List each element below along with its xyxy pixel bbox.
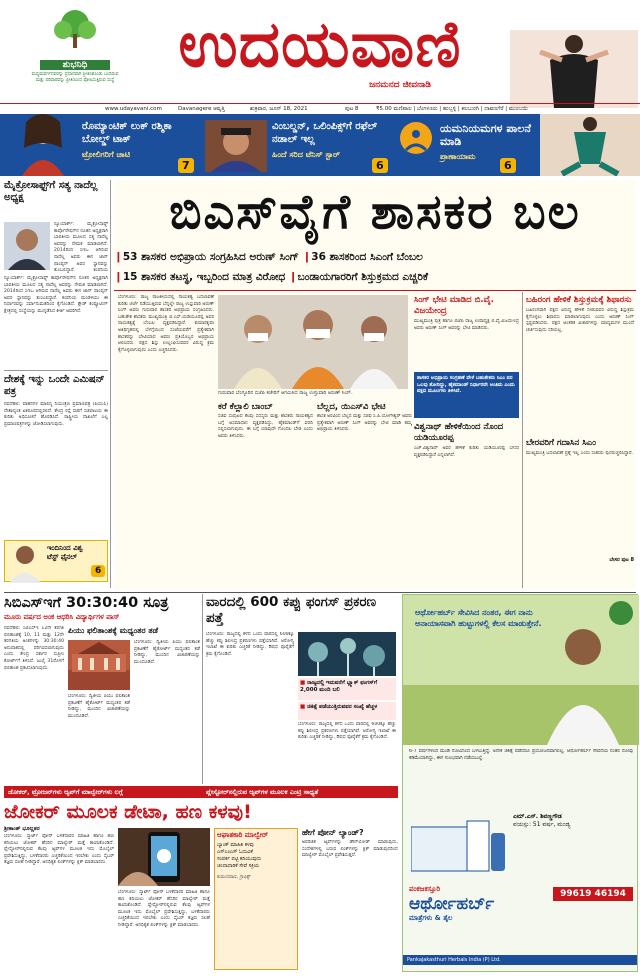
yoga-pose-photo [540,114,640,176]
fungus-story [206,594,396,784]
malware-item-4: ಚಂದಾದಾರಿಕೆ ಸೇವೆ ಸಕ್ರಿಯ [217,863,260,869]
teaser-2-sub: ಹಿಂದೆ ಸರಿದ ಟೆನಿಸ್ ಸ್ಟಾರ್ [272,150,340,159]
fungus-point-2: ■ ಚಿಕಿತ್ಸೆ ಪಡೆಯುತ್ತಿರುವವರ ಸಂಖ್ಯೆ ಹೆಚ್ಚಳ [298,702,396,720]
teaser-3-text: ಯಮನಿಯಮಗಳ ಪಾಲನೆ ಮಾಡಿ [440,122,531,148]
cbse-story [4,594,200,784]
price-cities: ₹5.00 ಮಣಿಪಾಲ | ಬೆಂಗಳೂರು | ಹುಬ್ಬಳ್ಳಿ | ಕಲಬುರಗಿ | ದಾವಣಗೆರೆ | ಮುಂಬಯಿ [376,106,528,112]
deck-line-2: ❙15 ಶಾಸಕರ ತಟಸ್ಥ, ಇಬ್ಬರಿಂದ ಮಾತ್ರ ವಿರೋಧ ❙ಬಂಡಾಯಗಾರರಿಗೆ ಶಿಸ್ತುಕ್ರಮದ ಎಚ್ಚರಿಕೆ [114,271,429,283]
lead-story [114,180,636,590]
masthead [0,0,640,108]
joker-story [4,800,398,972]
info-box-text: ಶಾಸಕರ ಅಭಿಪ್ರಾಯ ಸಂಗ್ರಹಣೆ ವೇಳೆ ಬಹುತೇಕರು ಸಿಎಂ ಪರ ಒಲವು ತೋರಿದ್ದು, ಹೈಕಮಾಂಡ್ ನಿರ್ಧಾರವೇ ಅಂತಿಮ ಎಂದು ಪಕ್ಷದ ಮೂಲಗಳು ತಿಳಿಸಿವೆ. [417,375,515,395]
rashmika-photo [8,108,78,176]
ad-brand: ಆರ್ಥೋಹರ್ಬ್ [409,894,495,914]
sponsor-name: ಶುಭನಿಧಿ [40,60,110,70]
fungus-photo [298,632,396,676]
lead-body: ಬೆಂಗಳೂರು: ರಾಜ್ಯ ರಾಜಕೀಯದಲ್ಲಿ ನಾಯಕತ್ವ ಬದಲಾವಣೆ ಕುರಿತು ಚರ್ಚೆ ನಡೆಯುತ್ತಿರುವ ಬೆನ್ನಲ್ಲೇ ರಾಜ್ಯ ಉಸ್ತುವಾರಿ ಅರುಣ್ ಸಿಂಗ್ ಅವರು ಗುರುವಾರ ಶಾಸಕರ ಅಭಿಪ್ರಾಯ ಸಂಗ್ರಹಿಸಿದರು. ಬಹುತೇಕ ಶಾಸಕರು ಮುಖ್ಯಮಂತ್ರಿ ಬಿ.ಎಸ್.ಯಡಿಯೂರಪ್ಪ ಅವರ ನಾಯಕತ್ವಕ್ಕೆ ಬೆಂಬಲ ವ್ಯಕ್ತಪಡಿಸಿದ್ದಾರೆ. ಕುಮಾರಕೃಪಾ ಅತಿಥಿಗೃಹದಲ್ಲಿ ಬೆಳಗ್ಗೆಯಿಂದ ಸಂಜೆಯವರೆಗೆ ಪ್ರತ್ಯೇಕವಾಗಿ ಶಾಸಕರನ್ನು ಭೇಟಿಯಾದ ಅವರು ಪ್ರತಿಯೊಬ್ಬರ ಅಭಿಪ್ರಾಯ ಆಲಿಸಿದರು. ಪಕ್ಷದ ಶಿಸ್ತು ಉಲ್ಲಂಘಿಸುವವರ ವಿರುದ್ಧ ಕ್ರಮ ಕೈಗೊಳ್ಳಲಾಗುವುದು ಎಂದು ಎಚ್ಚರಿಸಿದರು. [118,295,214,353]
fungus-point-1: ■ ರಾಜ್ಯದಲ್ಲಿ ಇದುವರೆಗೆ ಬ್ಲ್ಯಾಕ್ ಫಂಗಸ್‌ಗೆ 2,000 ಮಂದಿ ಬಲಿ [298,678,396,700]
joker-kicker: ಜೋಕರ್, ಟ್ರೋಜನ್‌ಗಳು ಆ್ಯಪ್‌ಗೆ ಮಾಲ್ವೇರ್‌ಗಳು ಲಗ್ಗೆ [8,788,123,796]
tree-icon [30,6,120,56]
ad-person-place: ವಯಸ್ಸು: 51 ವರ್ಷ, ಮಂಡ್ಯ [513,821,571,828]
sponsor-logo [30,6,120,96]
nadal-photo [205,120,267,172]
joker-body: ಬೆಂಗಳೂರು: ಸ್ಮಾರ್ಟ್ ಫೋನ್ ಬಳಕೆದಾರರ ಮಾಹಿತಿ ಹಾಗೂ ಹಣ ಕದಿಯಲು ಜೋಕರ್ ಹೆಸರಿನ ಮಾಲ್ವೇರ್ ಮತ್ತೆ ಕಾಣಿಸಿಕೊಂಡಿದೆ. ಪ್ಲೇಸ್ಟೋರ್‌ನಲ್ಲಿರುವ ಕೆಲವು ಆ್ಯಪ್‌ಗಳ ಮೂಲಕ ಇದು ಮೊಬೈಲ್ ಪ್ರವೇಶಿಸುತ್ತಿದ್ದು, ಬಳಕೆದಾರರು ಎಚ್ಚರಿಕೆಯಿಂದ ಇರಬೇಕು ಎಂದು ಸೈಬರ್ ತಜ್ಞರು ಸಲಹೆ ನೀಡಿದ್ದಾರೆ. ಅನಧಿಕೃತ ಲಿಂಕ್‌ಗಳನ್ನು ಕ್ಲಿಕ್ ಮಾಡಬಾರದು. [4,834,114,866]
deck-2a: 15 ಶಾಸಕರ ತಟಸ್ಥ, ಇಬ್ಬರಿಂದ ಮಾತ್ರ ವಿರೋಧ [122,271,286,283]
fungus-point-1-text: ರಾಜ್ಯದಲ್ಲಿ ಇದುವರೆಗೆ ಬ್ಲ್ಯಾಕ್ ಫಂಗಸ್‌ಗೆ 2,000 ಮಂದಿ ಬಲಿ [300,680,378,693]
pu-result-body: ಬೆಂಗಳೂರು: ದ್ವಿತೀಯ ಪಿಯು ಫಲಿತಾಂಶ ಪ್ರಕಟಣೆಗೆ ಹೈಕೋರ್ಟ್ ಮಧ್ಯಂತರ ತಡೆ ನೀಡಿದ್ದು, ಮುಂದಿನ ವಿಚಾರಣೆಯನ್ನು ಮುಂದೂಡಿದೆ. [134,640,200,665]
malware-box-title: ಆಘಾತಕಾರಿ ಮಾಲ್ವೇರ್ [217,831,268,839]
wtc-promo[interactable] [4,540,108,582]
emission-headline[interactable]: ದೇಶಕ್ಕೆ ಇನ್ನು ಒಂದೇ ಎಮಿಷನ್ ಪತ್ರ [4,374,105,397]
teaser-2-text: ವಿಂಬಲ್ಡನ್, ಒಲಿಂಪಿಕ್ಸ್‌ಗೆ ರಫೆಲ್ ನಡಾಲ್ ಇಲ್ಲ [272,121,378,145]
ad-brand-prefix: ಪಂಕಜಕಸ್ತೂರಿ [409,885,441,893]
ad-phone[interactable]: 99619 46194 [553,887,633,901]
joker-kicker-strip [4,786,398,798]
wtc-promo-page: 6 [91,565,105,577]
teaser-2[interactable] [272,120,392,161]
teaser-3-sub: ಪ್ರಾಣಾಯಾಮ [440,152,476,161]
fungus-point-2-text: ಚಿಕಿತ್ಸೆ ಪಡೆಯುತ್ತಿರುವವರ ಸಂಖ್ಯೆ ಹೆಚ್ಚಳ [307,704,378,710]
sponsor-tagline: ಮಧ್ಯಮವರ್ಗದವರನ್ನು ಪ್ರಧಾನವಾಗಿ ಪ್ರೀತಿಸಿಕೊಂಡು ಬಂದಿರುವ ಮತ್ತು ಪರಿವಾರವನ್ನು ಪ್ರೀತಿಯಿಂದ ಪೋಷಿಸುತ್ತಿರುವ ಸಂಸ್ಥೆ [31,72,119,83]
teaser-band [0,114,640,176]
joker-headline[interactable]: ಜೋಕರ್ ಮೂಲಕ ಡೇಟಾ, ಹಣ ಕಳವು! [4,801,252,823]
pu-result-body-cont: ಬೆಂಗಳೂರು: ದ್ವಿತೀಯ ಪಿಯು ಫಲಿತಾಂಶ ಪ್ರಕಟಣೆಗೆ ಹೈಕೋರ್ಟ್ ಮಧ್ಯಂತರ ತಡೆ ನೀಡಿದ್ದು, ಮುಂದಿನ ವಿಚಾರಣೆಯನ್ನು ಮುಂದೂಡಿದೆ. [68,694,130,719]
orthoherb-ad[interactable] [402,594,638,972]
left-column [4,180,108,590]
teaser-1-page[interactable]: 7 [178,158,194,173]
subhead-bomb-body: ಸಚಿವ ಸಂಪುಟದ ಕೆಲವು ಸದಸ್ಯರು ಮತ್ತು ಶಾಸಕರು ನಾಯಕತ್ವದ ಬಗ್ಗೆ ಅಸಮಾಧಾನ ವ್ಯಕ್ತಪಡಿಸಿದ್ದು, ಹೈಕಮಾಂಡ್‌ಗೆ ವರದಿ ಸಲ್ಲಿಸಲಾಗುವುದು. ಈ ಬಗ್ಗೆ ಯಾವುದೇ ಗೊಂದಲ ಬೇಡ ಎಂದು ಅವರು ತಿಳಿಸಿದರು. [218,414,313,439]
issue-date: ಶುಕ್ರವಾರ, ಜೂನ್ 18, 2021 [250,106,308,112]
microsoft-body: ನ್ಯೂಯಾರ್ಕ್: ಮೈಕ್ರೋಸಾಫ್ಟ್ ಕಾರ್ಪೊರೇಷನ್‌ನ ನೂತನ ಅಧ್ಯಕ್ಷರಾಗಿ ಭಾರತೀಯ ಮೂಲದ ಸತ್ಯ ನಾದೆಲ್ಲ ಅವರನ್ನು ನೇಮಕ ಮಾಡಲಾಗಿದೆ. 2014ರಿಂದ ಸಿಇಒ ಆಗಿರುವ ನಾದೆಲ್ಲ ಅವರು ಈಗ ಜಾನ್ ಥಾಂಪ್ಸನ್ ಅವರ ಸ್ಥಾನವನ್ನು ತುಂಬಲಿದ್ದಾರೆ. ಕಂಪನಿಯ [54,222,108,274]
discipline-body: ಬಹಿರಂಗವಾಗಿ ಪಕ್ಷದ ವಿರುದ್ಧ ಹೇಳಿಕೆ ನೀಡುವವರ ವಿರುದ್ಧ ಶಿಸ್ತುಕ್ರಮ ಕೈಗೊಳ್ಳಲು ಶಿಫಾರಸು ಮಾಡಲಾಗುವುದು ಎಂದು ಅರುಣ್ ಸಿಂಗ್ ಸ್ಪಷ್ಟಪಡಿಸಿದರು. ಪಕ್ಷದ ಆಂತರಿಕ ವಿಚಾರಗಳನ್ನು ಮಾಧ್ಯಮಗಳ ಮುಂದೆ ಚರ್ಚಿಸುವುದು ಸರಿಯಲ್ಲ. [526,308,634,333]
ad-brand-block [409,885,539,941]
teaser-1-sub: ಟ್ರೋಲಿಗರಿಗೆ ಚಾಟಿ [82,150,130,159]
pu-result-headline[interactable]: ಪಿಯು ಫಲಿತಾಂಶಕ್ಕೆ ಮಧ್ಯಂತರ ತಡೆ [68,626,159,635]
phone-land-body: ಅಪರಿಚಿತ ಆ್ಯಪ್‌ಗಳನ್ನು ಡೌನ್‌ಲೋಡ್ ಮಾಡುವುದು, ಸಂದೇಶಗಳಲ್ಲಿ ಬರುವ ಲಿಂಕ್‌ಗಳನ್ನು ಕ್ಲಿಕ್ ಮಾಡುವುದರಿಂದ ಮಾಲ್ವೇರ್ ಮೊಬೈಲ್ ಪ್ರವೇಶಿಸುತ್ತದೆ. [302,840,398,859]
newspaper-title: ಉದಯವಾಣಿ [178,7,462,82]
microsoft-body-cont: ನ್ಯೂಯಾರ್ಕ್: ಮೈಕ್ರೋಸಾಫ್ಟ್ ಕಾರ್ಪೊರೇಷನ್‌ನ ನೂತನ ಅಧ್ಯಕ್ಷರಾಗಿ ಭಾರತೀಯ ಮೂಲದ ಸತ್ಯ ನಾದೆಲ್ಲ ಅವರನ್ನು ನೇಮಕ ಮಾಡಲಾಗಿದೆ. 2014ರಿಂದ ಸಿಇಒ ಆಗಿರುವ ನಾದೆಲ್ಲ ಅವರು ಈಗ ಜಾನ್ ಥಾಂಪ್ಸನ್ ಅವರ ಸ್ಥಾನವನ್ನು ತುಂಬಲಿದ್ದಾರೆ. ಕಂಪನಿಯ ಮಂಡಳಿಯು ಈ ನಿರ್ಧಾರವನ್ನು ಸರ್ವಾನುಮತದಿಂದ ಕೈಗೊಂಡಿದೆ. ಕ್ಲೌಡ್ ಕಂಪ್ಯೂಟಿಂಗ್ ಕ್ಷೇತ್ರದಲ್ಲಿ ಸಂಸ್ಥೆಯನ್ನು ಮುನ್ನಡೆಸಿದ ಕೀರ್ತಿ ಅವರಿಗಿದೆ. [4,276,108,314]
vishwanath-box [414,422,519,552]
subhead-bomb[interactable]: ಕರೆ ಕೆಲ್ಲಾಲಿ ಬಾಂಬ್ [218,402,273,412]
info-box [414,372,519,418]
discipline-box [526,295,634,435]
teaser-3[interactable] [440,122,535,163]
ad-person: ಎಮ್.ಎಸ್. ಶಿವಣ್ಣಗೌಡ [513,813,562,820]
malware-credit: ಕುಮುದವಾಣಿ, ಗ್ರಾಫಿಕ್ಸ್ [217,875,251,880]
photo-caption: ಗುರುವಾರ ಬೆಂಗ್ಳೂರಿನ ಬಿಜೆಪಿ ಕಚೇರಿಗೆ ಆಗಮಿಸಿದ ರಾಜ್ಯ ಉಸ್ತುವಾರಿ ಅರುಣ್ ಸಿಂಗ್. [218,390,353,396]
yoga-logo [396,120,436,170]
teaser-3-page[interactable]: 6 [500,158,516,173]
ad-body: 6-7 ವರ್ಷಗಳಿಂದ ಮಂಡಿ ನೋವಿನಿಂದ ಬಳಲುತ್ತಿದ್ದೆ. ಅನೇಕ ಚಿಕಿತ್ಸೆ ಪಡೆದರೂ ಪ್ರಯೋಜನವಾಗಲಿಲ್ಲ. ಆರ್ಥೋಹರ್ಬ್ ಸೇವನೆಯ ನಂತರ ನೋವು ಕಡಿಮೆಯಾಗಿದ್ದು, ಈಗ ಸುಲಭವಾಗಿ ನಡೆಯಬಲ್ಲೆ. [409,749,633,761]
lead-headline[interactable]: ಬಿಎಸ್‌ವೈಗೆ ಶಾಸಕರ ಬಲ [169,184,581,240]
vijayendra-body: ಮುಖ್ಯಮಂತ್ರಿ ಪುತ್ರ ಹಾಗೂ ಬಿಜೆಪಿ ರಾಜ್ಯ ಉಪಾಧ್ಯಕ್ಷ ಬಿ.ವೈ.ವಿಜಯೇಂದ್ರ ಅವರು ಅರುಣ್ ಸಿಂಗ್ ಅವರನ್ನು ಭೇಟಿ ಮಾಡಿದರು. [414,319,519,331]
phone-malware-photo [118,828,210,886]
deck-1b: 36 ಶಾಸಕರಿಂದ ಸಿಎಂಗೆ ಬೆಂಬಲ [311,251,423,263]
deck-line-1: ❙53 ಶಾಸಕರ ಅಭಿಪ್ರಾಯ ಸಂಗ್ರಹಿಸಿದ ಅರುಣ್ ಸಿಂಗ್ ❙36 ಶಾಸಕರಿಂದ ಸಿಎಂಗೆ ಬೆಂಬಲ [114,251,423,263]
malware-box [214,828,298,970]
continued-label[interactable]: ಬೇಸರ ಪುಟ 8 [609,557,634,563]
vijayendra-box [414,295,519,370]
vishwanath-headline[interactable]: ವಿಶ್ವನಾಥ್ ಹೇಳಿಕೆಯಿಂದ ನೊಂದ ಯಡಿಯೂರಪ್ಪ [414,422,504,443]
deck-1a: 53 ಶಾಸಕರ ಅಭಿಪ್ರಾಯ ಸಂಗ್ರಹಿಸಿದ ಅರುಣ್ ಸಿಂಗ್ [122,251,299,263]
nadella-photo [4,222,50,270]
discipline-headline[interactable]: ಬಹಿರಂಗ ಹೇಳಿಕೆ ಶಿಸ್ತುಕ್ರಮಕ್ಕೆ ಶಿಫಾರಸು [526,295,632,305]
high-court-photo [68,640,130,690]
teaser-1-text: ರೊಮ್ಯಾಂಟಿಕ್ ಲುಕ್ ರಶ್ಮಿಕಾ ಬೋಲ್ಡ್ ಟಾಕ್ [82,121,172,145]
ad-footer: Pankajakasthuri Herbals India (P) Ltd. [403,955,637,965]
microsoft-headline[interactable]: ಮೈಕ್ರೋಸಾಫ್ಟ್‌ಗೆ ಸತ್ಯ ನಾದೆಲ್ಲ ಅಧ್ಯಕ್ಷ [4,180,98,203]
cm-body: ಮುಖ್ಯಮಂತ್ರಿ ಬದಲಾವಣೆ ಪ್ರಶ್ನೆ ಇಲ್ಲ ಎಂದು ಸಚಿವರು ಪುನರುಚ್ಚರಿಸಿದ್ದಾರೆ. [526,451,634,456]
joker-byline: ಶ್ರೀಕಾಂತ್ ಭೂಲ್ಲತರ [4,826,40,832]
teaser-1[interactable] [82,120,197,161]
cbse-headline[interactable]: ಸಿಬಿಎಸ್‌ಇಗೆ 30:30:40 ಸೂತ್ರ [4,595,169,611]
cm-headline[interactable]: ಬೇರವರಿಗೆ ಗದಾಸಿನ ಸಿಎಂ [526,438,596,448]
fungus-body-cont: ಬೆಂಗಳೂರು: ರಾಜ್ಯದಲ್ಲಿ ಕಳೆದ ಒಂದು ವಾರದಲ್ಲಿ 600ಕ್ಕೂ ಹೆಚ್ಚು ಕಪ್ಪು ಶಿಲೀಂಧ್ರ ಪ್ರಕರಣಗಳು ಪತ್ತೆಯಾಗಿವೆ. ಆರೋಗ್ಯ ಇಲಾಖೆ ಈ ಕುರಿತು ಎಚ್ಚರಿಕೆ ನೀಡಿದ್ದು, ಔಷಧ ಪೂರೈಕೆಗೆ ಕ್ರಮ ಕೈಗೊಂಡಿದೆ. [298,722,396,741]
yoga-woman-photo [510,30,638,108]
vishwanath-body: ಎಚ್.ವಿಶ್ವನಾಥ್ ಅವರ ಹೇಳಿಕೆ ಕುರಿತು ಯಡಿಯೂರಪ್ಪ ಬೇಸರ ವ್ಯಕ್ತಪಡಿಸಿದ್ದಾರೆ ಎನ್ನಲಾಗಿದೆ. [414,446,519,458]
ad-brand-sub: ಮಾತ್ರೆಗಳು & ತೈಲ [409,914,453,922]
arun-singh-photo [218,295,408,389]
phone-land-box [302,828,398,970]
joker-kicker-2: ಪ್ಲೇಸ್ಟೋರ್‌ನಲ್ಲಿರುವ ಆ್ಯಪ್‌ಗಳ ಮೂಲಕ ಎಂಟ್ರಿ ಸಾಧ್ಯತೆ [206,788,319,796]
newspaper-tagline: ಜನಮನದ ಜೀವನಾಡಿ [369,80,431,90]
subhead-bellad-body: ಶಾಸಕ ಅರವಿಂದ ಬೆಲ್ಲದ ಮತ್ತು ಸಚಿವ ಸಿ.ಪಿ.ಯೋಗೇಶ್ವರ್ ಅವರು ಪ್ರತ್ಯೇಕವಾಗಿ ಅರುಣ್ ಸಿಂಗ್ ಅವರನ್ನು ಭೇಟಿ ಮಾಡಿ ತಮ್ಮ ಅಭಿಪ್ರಾಯ ತಿಳಿಸಿದರು. [317,414,412,433]
deck-2b: ಬಂಡಾಯಗಾರರಿಗೆ ಶಿಸ್ತುಕ್ರಮದ ಎಚ್ಚರಿಕೆ [297,271,429,283]
malware-item-1: ಬ್ಯಾಂಕ್ ಮಾಹಿತಿ ಕಳವು [217,842,254,848]
edition: Davanagere ಆವೃತ್ತಿ [178,106,225,112]
malware-item-2: ಎಸ್‌ಎಂಎಸ್ ಓದುವಿಕೆ [217,849,253,855]
dateline-strip [0,103,640,113]
ad-testimonial [513,813,633,829]
fungus-headline[interactable]: ವಾರದಲ್ಲಿ 600 ಕಪ್ಪು ಫಂಗಸ್ ಪ್ರಕರಣ ಪತ್ತೆ [206,594,377,626]
wtc-promo-text: ಇಂದಿನಿಂದ ವಿಶ್ವ ಟೆಸ್ಟ್ ಫೈನಲ್ [47,544,83,561]
page-count: ಪುಟ 8 [345,106,359,112]
emission-body: ನವದೆಹಲಿ: ವಾಹನಗಳ ಮಾಲಿನ್ಯ ನಿಯಂತ್ರಣ ಪ್ರಮಾಣಪತ್ರ (ಪಿಯುಸಿ) ದೇಶಾದ್ಯಂತ ಏಕರೂಪದಲ್ಲಿರಲಿದೆ. ಕೇಂದ್ರ ರಸ್ತೆ ಸಾರಿಗೆ ಸಚಿವಾಲಯ ಈ ಕುರಿತು ಅಧಿಸೂಚನೆ ಹೊರಡಿಸಿದೆ. ರಾಷ್ಟ್ರೀಯ ದಾಖಲೆಗೆ ಎಲ್ಲ ಪ್ರಮಾಣಪತ್ರಗಳನ್ನು ಜೋಡಿಸಲಾಗುವುದು. [4,402,108,427]
ad-product-pack [411,817,507,875]
cricketer-photo [5,541,45,583]
fungus-body: ಬೆಂಗಳೂರು: ರಾಜ್ಯದಲ್ಲಿ ಕಳೆದ ಒಂದು ವಾರದಲ್ಲಿ 600ಕ್ಕೂ ಹೆಚ್ಚು ಕಪ್ಪು ಶಿಲೀಂಧ್ರ ಪ್ರಕರಣಗಳು ಪತ್ತೆಯಾಗಿವೆ. ಆರೋಗ್ಯ ಇಲಾಖೆ ಈ ಕುರಿತು ಎಚ್ಚರಿಕೆ ನೀಡಿದ್ದು, ಔಷಧ ಪೂರೈಕೆಗೆ ಕ್ರಮ ಕೈಗೊಂಡಿದೆ. [206,632,294,657]
vijayendra-headline[interactable]: ಸಿಂಗ್ ಭೇಟಿ ಮಾಡಿದ ಬಿ.ವೈ. ವಿಜಯೇಂದ್ರ [414,295,494,316]
joker-body-cont: ಬೆಂಗಳೂರು: ಸ್ಮಾರ್ಟ್ ಫೋನ್ ಬಳಕೆದಾರರ ಮಾಹಿತಿ ಹಾಗೂ ಹಣ ಕದಿಯಲು ಜೋಕರ್ ಹೆಸರಿನ ಮಾಲ್ವೇರ್ ಮತ್ತೆ ಕಾಣಿಸಿಕೊಂಡಿದೆ. ಪ್ಲೇಸ್ಟೋರ್‌ನಲ್ಲಿರುವ ಕೆಲವು ಆ್ಯಪ್‌ಗಳ ಮೂಲಕ ಇದು ಮೊಬೈಲ್ ಪ್ರವೇಶಿಸುತ್ತಿದ್ದು, ಬಳಕೆದಾರರು ಎಚ್ಚರಿಕೆಯಿಂದ ಇರಬೇಕು ಎಂದು ಸೈಬರ್ ತಜ್ಞರು ಸಲಹೆ ನೀಡಿದ್ದಾರೆ. ಅನಧಿಕೃತ ಲಿಂಕ್‌ಗಳನ್ನು ಕ್ಲಿಕ್ ಮಾಡಬಾರದು. [118,890,210,928]
cm-box [526,438,634,578]
subhead-bellad[interactable]: ಬೆಲ್ಲದ, ಯಿಎಸ್‌ವಿ ಭೇಟಿ [317,402,386,412]
malware-item-3: ಸಂಪರ್ಕ ಪಟ್ಟಿ ಕದಿಯುವುದು [217,856,262,862]
phone-land-headline[interactable]: ಹೇಗೆ ಪೋನ್ ಲ್ಯಾಂಡ್? [302,828,364,837]
ad-headline: ಆರ್ಥೋಹರ್ಬ್ ಸೇವಿಸಿದ ನಂತರ, ಈಗ ನಾನು ಅನಾಯಾಸವಾಗಿ ಹುಟ್ಟುಗಳಲ್ಲಿ ಕೆಲಸ ಮಾಡುತ್ತೇನೆ. [415,608,542,628]
cbse-body: ನವದೆಹಲಿ: ಸಿಬಿಎಸ್‌ಇ 12ನೇ ತರಗತಿ ಫಲಿತಾಂಶಕ್ಕೆ 10, 11 ಮತ್ತು 12ನೇ ತರಗತಿಯ ಅಂಕಗಳನ್ನು 30:30:40 ಅನುಪಾತದಲ್ಲಿ ಪರಿಗಣಿಸಲಾಗುವುದು ಎಂದು ಕೇಂದ್ರ ಸರ್ಕಾರ ಸುಪ್ರೀಂ ಕೋರ್ಟ್‌ಗೆ ತಿಳಿಸಿದೆ. ಜುಲೈ 31ರೊಳಗೆ ಫಲಿತಾಂಶ ಪ್ರಕಟಿಸಲಾಗುವುದು. [4,626,64,671]
cbse-deck: ಮೂರು ವರ್ಷದ ಅಂಕ ಆಧರಿಸಿ ವಿದ್ಯಾರ್ಥಿಗಳ ಪಾಸ್ [4,613,120,621]
website[interactable]: www.udayavani.com [105,106,162,112]
teaser-2-page[interactable]: 6 [372,158,388,173]
